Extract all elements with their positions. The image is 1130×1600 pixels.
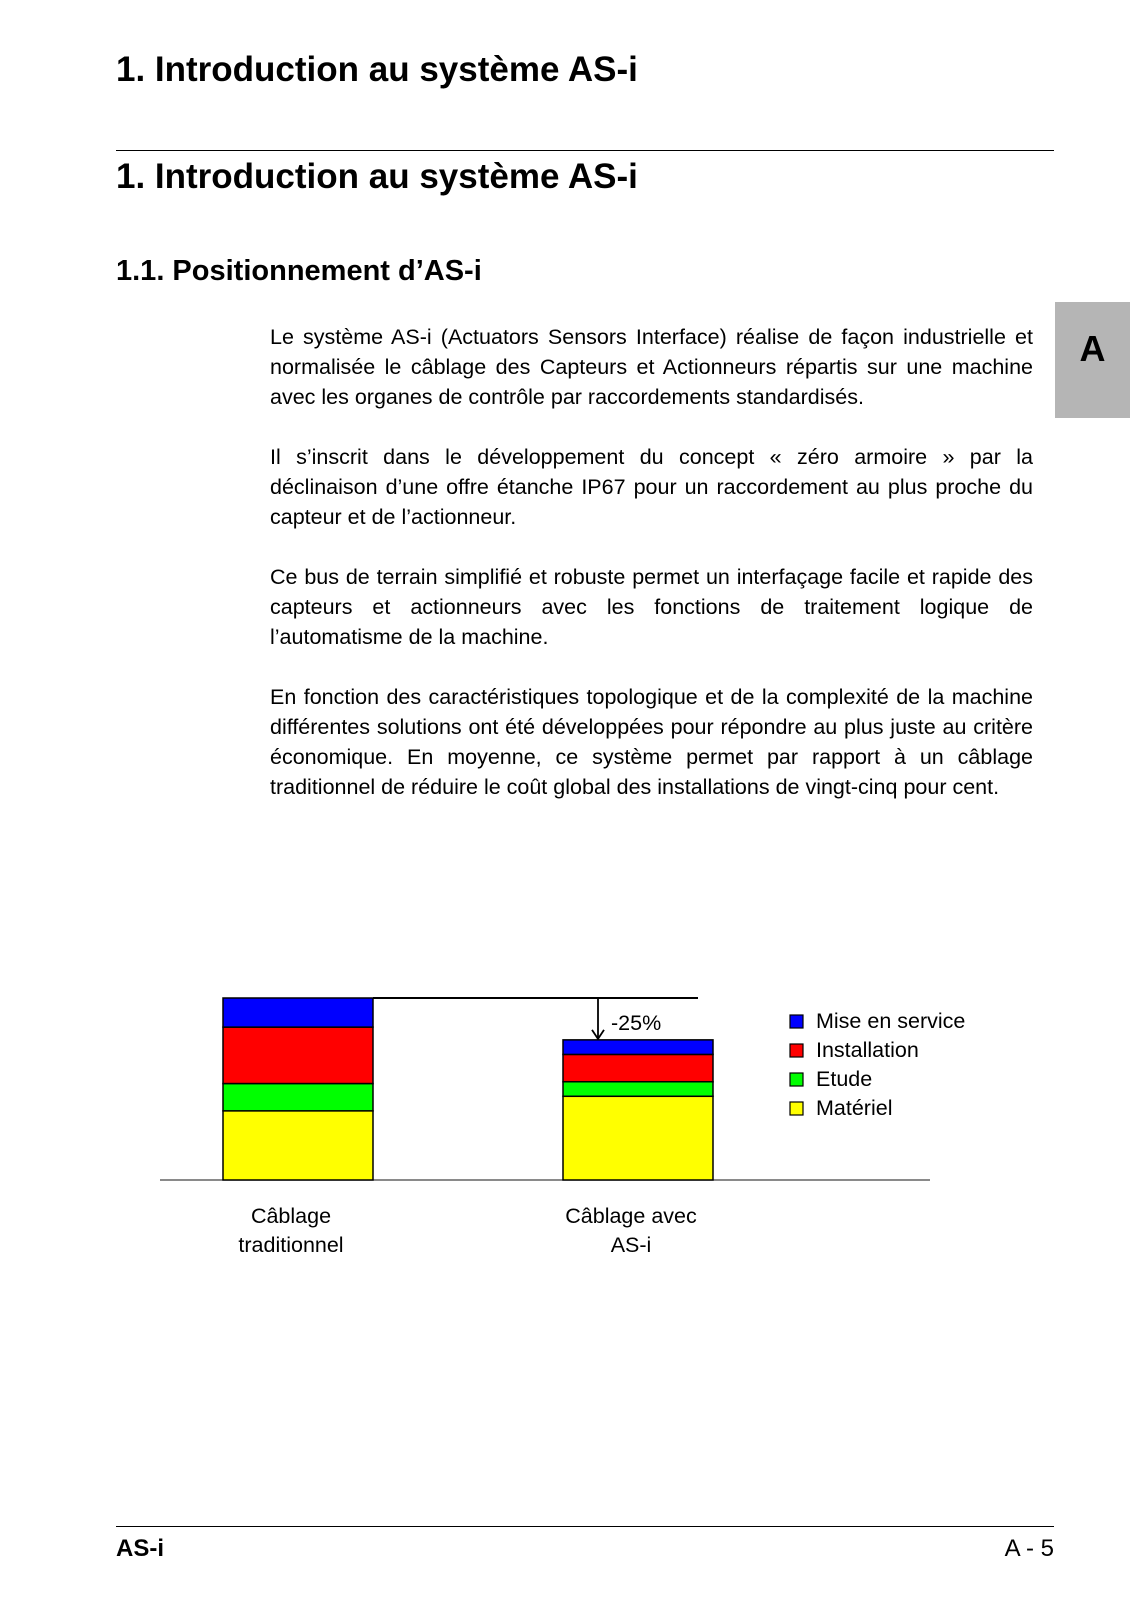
bar-segment-installation bbox=[223, 1027, 373, 1083]
paragraph: En fonction des caractéristiques topologique et de la complexité de la machine différentes solutions ont été développées pour répondre au plus juste au critère économique. En moyenne, ce système permet par rapport à un câblage traditionnel de réduire le coût global des installations de vingt-cinq pour cent. bbox=[270, 685, 1033, 799]
category-label: traditionnel bbox=[238, 1233, 344, 1257]
bar-segment-etude bbox=[563, 1082, 713, 1097]
bar-segment-mise-en-service bbox=[563, 1040, 713, 1055]
body-text bbox=[270, 322, 1033, 832]
legend-swatch bbox=[790, 1073, 803, 1086]
footer-rule bbox=[116, 1526, 1054, 1527]
paragraph: Le système AS-i (Actuators Sensors Interface) réalise de façon industrielle et normalisée le câblage des Capteurs et Actionneurs répartis sur une machine avec les organes de contrôle par raccordements standardisés. bbox=[270, 325, 1033, 409]
paragraph: Ce bus de terrain simplifié et robuste permet un interfaçage facile et rapide des capteurs et actionneurs avec les fonctions de traitement logique de l’automatisme de la machine. bbox=[270, 565, 1033, 649]
category-label: Câblage bbox=[250, 1204, 332, 1228]
bar-segment-installation bbox=[563, 1054, 713, 1081]
chart-svg bbox=[150, 990, 1010, 1290]
cost-comparison-chart bbox=[150, 990, 1010, 1290]
running-header-title: 1. Introduction au système AS-i bbox=[116, 50, 638, 89]
footer-doc-title: AS-i bbox=[116, 1535, 164, 1562]
legend-label: Matériel bbox=[816, 1096, 893, 1120]
reduction-annotation: -25% bbox=[611, 1011, 662, 1035]
bar-segment-matériel bbox=[223, 1111, 373, 1180]
bar-segment-etude bbox=[223, 1084, 373, 1111]
chapter-tab-letter: A bbox=[1079, 328, 1106, 369]
paragraph: Il s’inscrit dans le développement du concept « zéro armoire » par la déclinaison d’une offre étanche IP67 pour un raccordement au plus proche du capteur et de l’actionneur. bbox=[270, 445, 1033, 529]
chapter-tab bbox=[1055, 302, 1130, 418]
category-label: Câblage avec bbox=[565, 1204, 697, 1228]
chapter-title: 1. Introduction au système AS-i bbox=[116, 157, 638, 196]
section-title: 1.1. Positionnement d’AS-i bbox=[116, 255, 482, 287]
legend-swatch bbox=[790, 1044, 803, 1057]
bar-segment-mise-en-service bbox=[223, 998, 373, 1027]
header-rule bbox=[116, 150, 1054, 151]
legend-swatch bbox=[790, 1102, 803, 1115]
legend-label: Mise en service bbox=[816, 1009, 966, 1033]
footer-page-number: A - 5 bbox=[1004, 1535, 1054, 1562]
category-label: AS-i bbox=[610, 1233, 652, 1257]
legend-label: Etude bbox=[816, 1067, 873, 1091]
legend-label: Installation bbox=[816, 1038, 919, 1062]
bar-segment-matériel bbox=[563, 1096, 713, 1180]
legend-swatch bbox=[790, 1015, 803, 1028]
